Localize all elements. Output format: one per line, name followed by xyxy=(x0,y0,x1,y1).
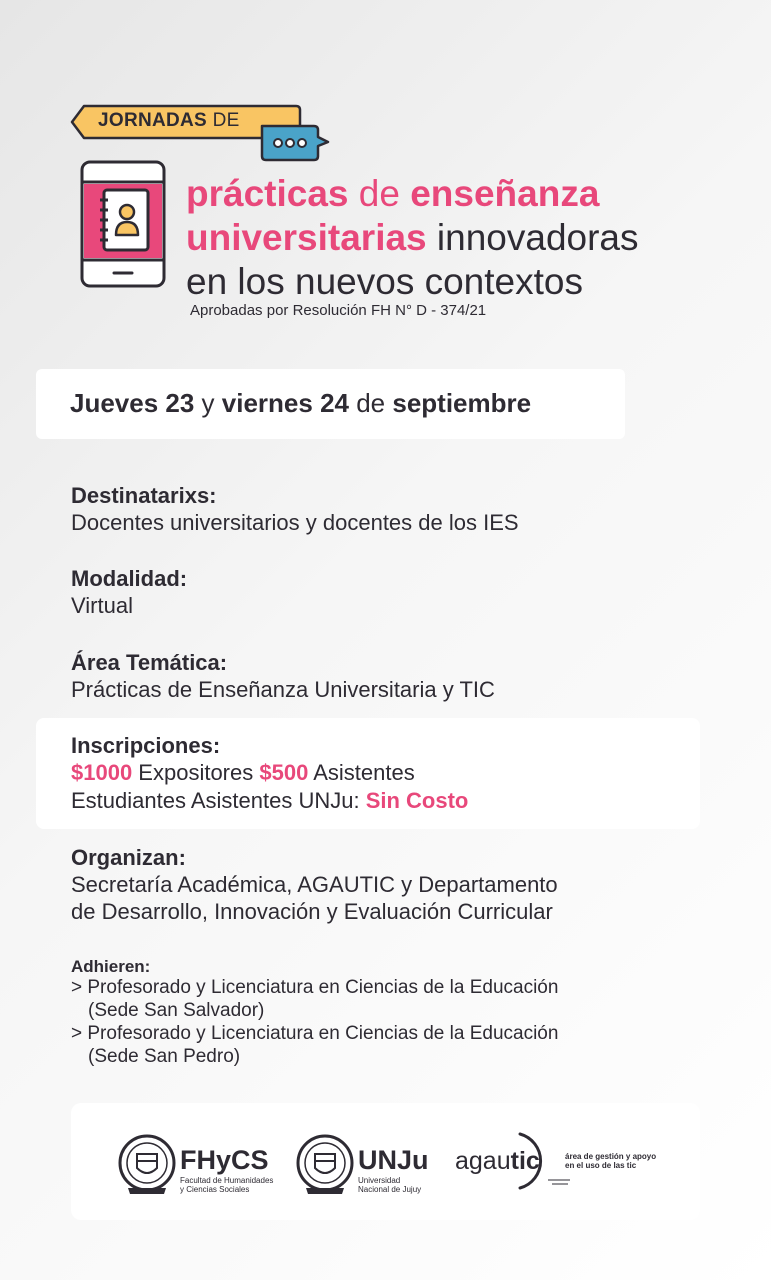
area-value: Prácticas de Enseñanza Universitaria y TIC xyxy=(71,677,495,702)
adhieren-item-2: > Profesorado y Licenciatura en Ciencias de la Educación (Sede San Pedro) xyxy=(71,1023,559,1067)
area-label: Área Temática: xyxy=(71,650,228,675)
organizan-line2: de Desarrollo, Innovación y Evaluación Curricular xyxy=(71,899,553,924)
modalidad-label: Modalidad: xyxy=(71,566,188,591)
organizan-label: Organizan: xyxy=(71,845,186,870)
destinatarixs-value: Docentes universitarios y docentes de los IES xyxy=(71,510,519,535)
agautic-arc-icon xyxy=(512,1128,572,1194)
unju-seal-icon xyxy=(296,1128,354,1198)
chat-bubble-icon xyxy=(258,122,330,166)
jornadas-tag-text: JORNADAS DE xyxy=(98,110,240,131)
agautic-logo-text: agautic xyxy=(455,1147,540,1175)
destinatarixs-label: Destinatarixs: xyxy=(71,483,217,508)
fhycs-logo-subtitle: Facultad de Humanidades y Ciencias Sociales xyxy=(180,1176,274,1194)
adhieren-item-1: > Profesorado y Licenciatura en Ciencias de la Educación (Sede San Salvador) xyxy=(71,977,559,1021)
inscripciones-prices: $1000 Expositores $500 Asistentes xyxy=(71,760,415,785)
event-title: prácticas de enseñanza universitarias innovadoras en los nuevos contextos xyxy=(186,173,639,302)
unju-logo-subtitle: Universidad Nacional de Jujuy xyxy=(358,1176,422,1194)
fhycs-logo-text: FHyCS xyxy=(180,1145,269,1175)
modalidad-value: Virtual xyxy=(71,593,133,618)
adhieren-label: Adhieren: xyxy=(71,957,151,976)
agautic-logo-subtitle: área de gestión y apoyo en el uso de las tic xyxy=(565,1152,657,1170)
inscripciones-label: Inscripciones: xyxy=(71,733,221,758)
resolution-text: Aprobadas por Resolución FH N° D - 374/21 xyxy=(190,302,487,319)
fhycs-seal-icon xyxy=(118,1128,176,1198)
event-dates: Jueves 23 y viernes 24 de septiembre xyxy=(70,388,532,418)
unju-logo-text: UNJu xyxy=(358,1145,429,1175)
organizan-line1: Secretaría Académica, AGAUTIC y Departamento xyxy=(71,872,558,897)
phone-notebook-icon xyxy=(80,160,166,288)
inscripciones-students: Estudiantes Asistentes UNJu: Sin Costo xyxy=(71,788,469,813)
